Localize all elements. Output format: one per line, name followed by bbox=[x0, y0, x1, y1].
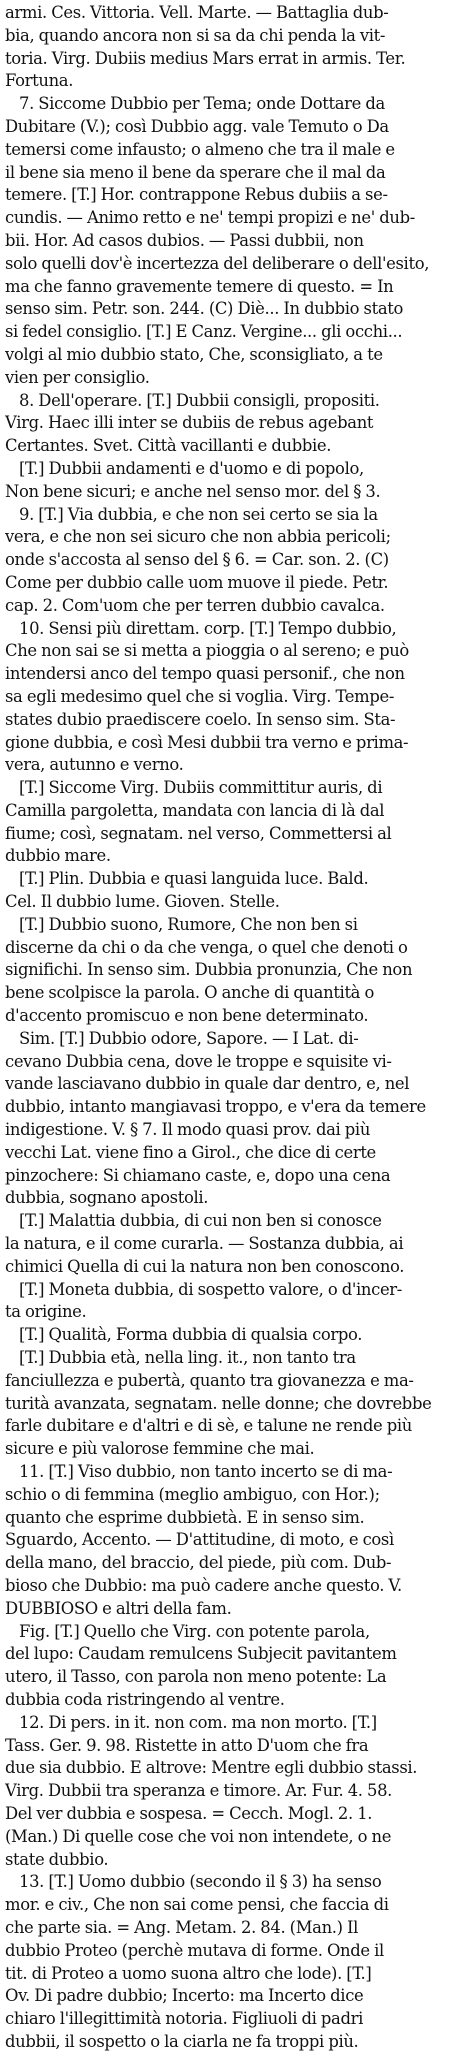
text-line: dubbio Proteo (perchè mutava di forme. Onde il bbox=[5, 1940, 384, 1960]
text-line: 13. [T.] Uomo dubbio (secondo il § 3) ha senso bbox=[19, 1872, 382, 1892]
text-line: [T.] Qualità, Forma dubbia di qualsia corpo. bbox=[19, 1325, 363, 1345]
text-line: senso sim. Petr. son. 244. (C) Diè... In dubbio stato bbox=[5, 299, 403, 319]
entry-paragraph bbox=[5, 1347, 471, 1461]
text-line: temere. [T.] Hor. contrappone Rebus dubiis a se- bbox=[5, 185, 388, 205]
text-line: dubbii, il sospetto o la ciarla ne fa troppi più. bbox=[5, 2031, 359, 2051]
text-line: dubbio, intanto mangiavasi troppo, e v'era da temere bbox=[5, 1097, 426, 1117]
text-line: 12. Di pers. in it. non com. ma non morto. [T.] bbox=[19, 1712, 377, 1732]
text-line: bia, quando ancora non si sa da chi penda la vit- bbox=[5, 25, 386, 45]
text-line: cap. 2. Com'uom che per terren dubbio cavalca. bbox=[5, 595, 385, 615]
entry-paragraph bbox=[5, 914, 471, 1028]
text-line: states dubio praediscere coelo. In senso sim. Sta- bbox=[5, 709, 396, 729]
text-line: il bene sia meno il bene da sperare che il mal da bbox=[5, 162, 386, 182]
text-line: vien per consiglio. bbox=[5, 367, 150, 387]
text-line: [T.] Siccome Virg. Dubiis committitur auris, di bbox=[19, 778, 383, 798]
text-line: fanciullezza e pubertà, quanto tra giovanezza e ma- bbox=[5, 1370, 414, 1390]
text-line: [T.] Moneta dubbia, di sospetto valore, o d'incer- bbox=[19, 1279, 402, 1299]
entry-paragraph bbox=[5, 868, 471, 914]
entry-paragraph bbox=[5, 777, 471, 868]
text-line: onde s'accosta al senso del § 6. = Car. son. 2. (C) bbox=[5, 550, 389, 570]
text-line: indigestione. V. § 7. Il modo quasi prov. dai più bbox=[5, 1120, 371, 1140]
text-line: dubbia coda ristringendo al ventre. bbox=[5, 1689, 285, 1709]
text-line: bene scolpisce la parola. O anche di quantità o bbox=[5, 983, 374, 1003]
text-line: Tass. Ger. 9. 98. Ristette in atto D'uom che fra bbox=[5, 1735, 369, 1755]
text-line: due sia dubbio. E altrove: Mentre egli dubbio stassi. bbox=[5, 1758, 418, 1778]
text-line: 9. [T.] Via dubbia, e che non sei certo se sia la bbox=[19, 504, 378, 524]
text-line: vande lasciavano dubbio in quale dar dentro, e, nel bbox=[5, 1074, 410, 1094]
text-line: volgi al mio dubbio stato, Che, sconsigliato, a te bbox=[5, 344, 383, 364]
entry-paragraph bbox=[5, 1324, 471, 1347]
text-line: armi. Ces. Vittoria. Vell. Marte. — Battaglia dub- bbox=[5, 3, 389, 22]
text-line: [T.] Plin. Dubbia e quasi languida luce. Bald. bbox=[19, 869, 369, 889]
text-line: vera, e che non sei sicuro che non abbia pericoli; bbox=[5, 527, 391, 547]
entry-paragraph bbox=[5, 504, 471, 618]
text-line: bioso che Dubbio: ma può cadere anche questo. V. bbox=[5, 1575, 402, 1595]
text-line: schio o di femmina (meglio ambiguo, con Hor.); bbox=[5, 1484, 380, 1504]
text-line: turità avanzata, segnatam. nelle donne; che dovrebbe bbox=[5, 1393, 432, 1413]
text-line: [T.] Malattia dubbia, di cui non ben si conosce bbox=[19, 1211, 382, 1231]
text-line: ta origine. bbox=[5, 1302, 87, 1322]
text-line: [T.] Dubbia età, nella ling. it., non tanto tra bbox=[19, 1348, 356, 1368]
text-line: solo quelli dov'è incertezza del deliberare o dell'esito, bbox=[5, 253, 430, 273]
text-line: Del ver dubbia e sospesa. = Cecch. Mogl. 2. 1. bbox=[5, 1803, 373, 1823]
text-line: bii. Hor. Ad casos dubios. — Passi dubbii, non bbox=[5, 230, 364, 250]
text-line: chimici Quella di cui la natura non ben conoscono. bbox=[5, 1256, 405, 1276]
text-line: Fortuna. bbox=[5, 71, 74, 91]
text-line: mor. e civ., Che non sai come pensi, che faccia di bbox=[5, 1895, 389, 1915]
text-line: quanto che esprime dubbietà. E in senso sim. bbox=[5, 1507, 365, 1527]
text-line: DUBBIOSO e altri della fam. bbox=[5, 1598, 232, 1618]
entry-paragraph bbox=[5, 618, 471, 778]
text-line: Che non sai se si metta a pioggia o al sereno; e può bbox=[5, 641, 409, 661]
text-line: d'accento promiscuo e non bene determinato. bbox=[5, 1006, 369, 1026]
text-line: che parte sia. = Ang. Metam. 2. 84. (Man.) Il bbox=[5, 1917, 359, 1937]
text-line: [T.] Dubbio suono, Rumore, Che non ben si bbox=[19, 914, 358, 934]
text-line: la natura, e il come curarla. — Sostanza dubbia, ai bbox=[5, 1234, 404, 1254]
text-line: [T.] Dubbii andamenti e d'uomo e di popolo, bbox=[19, 458, 364, 478]
text-line: Virg. Dubbii tra speranza e timore. Ar. Fur. 4. 58. bbox=[5, 1781, 393, 1801]
text-line: Come per dubbio calle uom muove il piede. Petr. bbox=[5, 572, 389, 592]
text-line: farle dubitare e d'altri e di sè, e talune ne rende più bbox=[5, 1416, 412, 1436]
entry-paragraph bbox=[5, 1871, 471, 2053]
text-line: tit. di Proteo a uomo suona altro che lode). [T.] bbox=[5, 1963, 372, 1983]
text-line: discerne da chi o da che venga, o quel che denoti o bbox=[5, 937, 408, 957]
text-line: 10. Sensi più direttam. corp. [T.] Tempo dubbio, bbox=[19, 618, 397, 638]
text-line: Ov. Di padre dubbio; Incerto: ma Incerto dice bbox=[5, 1986, 364, 2006]
text-line: del lupo: Caudam remulcens Subjecit pavitantem bbox=[5, 1644, 397, 1664]
text-line: state dubbio. bbox=[5, 1849, 109, 1869]
text-line: Fig. [T.] Quello che Virg. con potente parola, bbox=[19, 1621, 370, 1641]
entry-paragraph bbox=[5, 1279, 471, 1325]
text-line: gione dubbia, e così Mesi dubbii tra verno e prima- bbox=[5, 732, 409, 752]
entry-paragraph bbox=[5, 93, 471, 389]
text-line: fiume; così, segnatam. nel verso, Commettersi al bbox=[5, 823, 392, 843]
text-line: (Man.) Di quelle cose che voi non intendete, o ne bbox=[5, 1826, 392, 1846]
text-line: Non bene sicuri; e anche nel senso mor. del § 3. bbox=[5, 481, 381, 501]
entry-paragraph bbox=[5, 2, 471, 93]
text-line: significhi. In senso sim. Dubbia pronunzia, Che non bbox=[5, 960, 413, 980]
text-line: dubbia, sognano apostoli. bbox=[5, 1188, 209, 1208]
text-line: chiaro l'illegittimità notoria. Figliuoli di padri bbox=[5, 2009, 363, 2029]
entry-paragraph bbox=[5, 458, 471, 504]
text-line: temersi come infausto; o almeno che tra il male e bbox=[5, 139, 395, 159]
entry-paragraph bbox=[5, 1210, 471, 1278]
text-line: dubbio mare. bbox=[5, 846, 111, 866]
text-line: Dubitare (V.); così Dubbio agg. vale Temuto o Da bbox=[5, 116, 389, 136]
text-line: cundis. — Animo retto e ne' tempi propizi e ne' dub- bbox=[5, 208, 415, 228]
text-line: sa egli medesimo quel che si voglia. Virg. Tempe- bbox=[5, 686, 395, 706]
entry-paragraph bbox=[5, 1712, 471, 1872]
text-line: Virg. Haec illi inter se dubiis de rebus agebant bbox=[5, 413, 374, 433]
text-line: ma che fanno gravemente temere di questo. = In bbox=[5, 276, 394, 296]
text-line: 7. Siccome Dubbio per Tema; onde Dottare da bbox=[19, 94, 385, 114]
text-line: cevano Dubbia cena, dove le troppe e squisite vi- bbox=[5, 1051, 392, 1071]
entry-paragraph bbox=[5, 1028, 471, 1210]
text-line: Cel. Il dubbio lume. Gioven. Stelle. bbox=[5, 892, 280, 912]
text-line: 11. [T.] Viso dubbio, non tanto incerto se di ma- bbox=[19, 1462, 393, 1481]
entry-paragraph bbox=[5, 390, 471, 458]
text-line: 8. Dell'operare. [T.] Dubbii consigli, propositi. bbox=[19, 390, 380, 410]
text-line: si fedel consiglio. [T.] E Canz. Vergine... gli occhi... bbox=[5, 322, 403, 342]
text-line: utero, il Tasso, con parola non meno potente: La bbox=[5, 1667, 387, 1687]
text-line: Camilla pargoletta, mandata con lancia di là dal bbox=[5, 800, 385, 820]
text-line: intendersi anco del tempo quasi personif., che non bbox=[5, 664, 405, 684]
text-line: vera, autunno e verno. bbox=[5, 755, 184, 775]
text-line: vecchi Lat. viene fino a Girol., che dice di certe bbox=[5, 1142, 376, 1162]
text-line: pinzochere: Si chiamano caste, e, dopo una cena bbox=[5, 1165, 391, 1185]
entry-paragraph bbox=[5, 1621, 471, 1712]
entry-paragraph bbox=[5, 1461, 471, 1621]
text-line: della mano, del braccio, del piede, più com. Dub- bbox=[5, 1553, 392, 1573]
text-line: sicure e più valorose femmine che mai. bbox=[5, 1439, 315, 1459]
text-line: Sguardo, Accento. — D'attitudine, di moto, e così bbox=[5, 1530, 394, 1550]
text-line: Sim. [T.] Dubbio odore, Sapore. — I Lat. di- bbox=[19, 1028, 359, 1048]
text-line: Certantes. Svet. Città vacillanti e dubbie. bbox=[5, 436, 332, 456]
text-line: toria. Virg. Dubiis medius Mars errat in armis. Ter. bbox=[5, 48, 406, 68]
